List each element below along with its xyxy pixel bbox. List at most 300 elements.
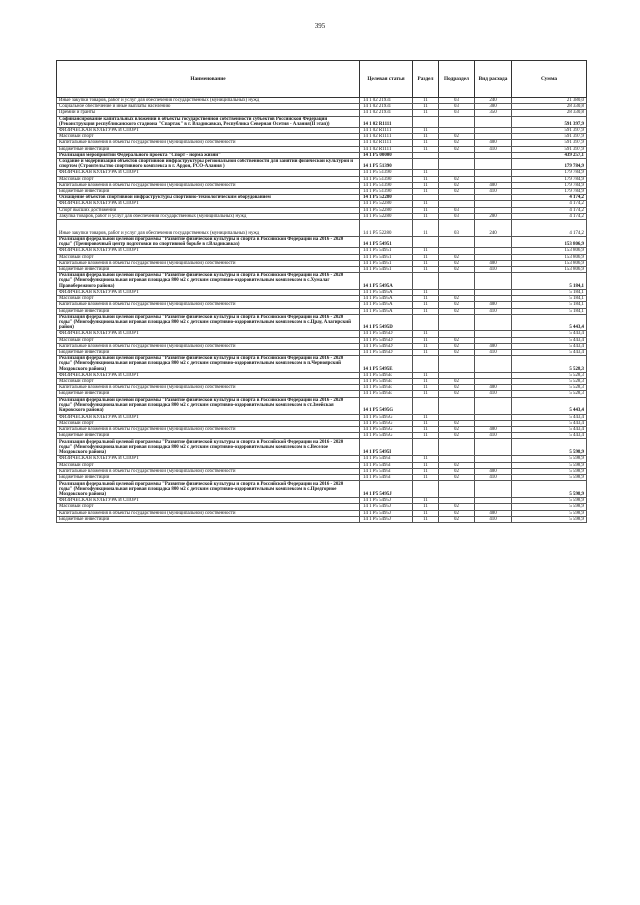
cell-section: 11 <box>413 349 439 355</box>
cell-kind: 410 <box>475 146 512 152</box>
cell-name: Массовый спорт <box>57 134 360 140</box>
cell-sum: 5 598,9 <box>512 516 587 522</box>
cell-kind: 350 <box>475 110 512 116</box>
cell-subsection: 03 <box>439 207 475 213</box>
table-row <box>57 356 587 373</box>
cell-code: 14 1 P5 5495I <box>360 462 413 468</box>
cell-sum: 591 397,9 <box>512 128 587 134</box>
cell-sum: 5 598,9 <box>512 474 587 480</box>
cell-sum: 5 443,4 <box>512 414 587 420</box>
cell-name: Массовый спорт <box>57 176 360 182</box>
cell-kind <box>475 481 512 498</box>
cell-subsection: 02 <box>439 140 475 146</box>
cell-sum: 5 528,3 <box>512 356 587 373</box>
cell-subsection <box>439 356 475 373</box>
cell-name: Реализация федеральной целевой программы "Развитие физической культуры и спорта в Российской Федерации на 2016 - 2020 годы" (Многофункциональная игровая площадка 800 м2 с детским спортивно-оздоровительным комплексом в п.Черноярский Моздокского района) <box>57 356 360 373</box>
cell-sum: 5 598,9 <box>512 504 587 510</box>
cell-section: 11 <box>413 207 439 213</box>
cell-kind: 410 <box>475 474 512 480</box>
cell-kind: 410 <box>475 189 512 195</box>
cell-name: Бюджетные инвестиции <box>57 433 360 439</box>
cell-name: Капитальные вложения в объекты государственной (муниципальной) собственности <box>57 426 360 432</box>
cell-name: Иные закупки товаров, работ и услуг для обеспечения государственных (муниципальных) нужд <box>57 220 360 237</box>
cell-code: 14 1 P5 54951 <box>360 267 413 273</box>
table-row <box>57 220 587 237</box>
cell-subsection <box>439 397 475 414</box>
cell-sum: 591 397,9 <box>512 134 587 140</box>
cell-sum: 5 598,9 <box>512 481 587 498</box>
cell-name: Массовый спорт <box>57 296 360 302</box>
cell-subsection: 02 <box>439 260 475 266</box>
cell-subsection: 02 <box>439 433 475 439</box>
budget-table <box>56 60 587 523</box>
header-section: Раздел <box>413 61 439 98</box>
cell-section: 11 <box>413 391 439 397</box>
cell-section: 11 <box>413 289 439 295</box>
cell-name: Массовый спорт <box>57 420 360 426</box>
cell-subsection: 02 <box>439 516 475 522</box>
cell-name: Бюджетные инвестиции <box>57 391 360 397</box>
cell-section: 11 <box>413 385 439 391</box>
table-row <box>57 237 587 248</box>
cell-kind: 410 <box>475 267 512 273</box>
cell-kind <box>475 116 512 127</box>
cell-sum: 21 380,0 <box>512 98 587 104</box>
cell-sum: 153 806,9 <box>512 248 587 254</box>
cell-subsection <box>439 439 475 456</box>
cell-kind: 400 <box>475 140 512 146</box>
cell-name: Капитальные вложения в объекты государственной (муниципальной) собственности <box>57 302 360 308</box>
cell-section: 11 <box>413 110 439 116</box>
cell-section: 11 <box>413 296 439 302</box>
cell-sum: 5 443,4 <box>512 314 587 331</box>
cell-sum: 5 184,1 <box>512 289 587 295</box>
cell-section <box>413 481 439 498</box>
cell-code: 14 1 P5 5495A <box>360 273 413 290</box>
cell-subsection: 02 <box>439 468 475 474</box>
cell-subsection <box>439 273 475 290</box>
cell-section: 11 <box>413 414 439 420</box>
cell-name: Капитальные вложения в объекты государственной (муниципальной) собственности <box>57 468 360 474</box>
cell-sum: 179 784,9 <box>512 189 587 195</box>
cell-code: 14 1 P5 52280 <box>360 201 413 207</box>
cell-subsection: 03 <box>439 98 475 104</box>
cell-kind: 400 <box>475 182 512 188</box>
cell-section <box>413 314 439 331</box>
cell-kind <box>475 273 512 290</box>
cell-code: 14 1 P5 5495A <box>360 289 413 295</box>
cell-sum: 153 806,9 <box>512 237 587 248</box>
cell-name: Реализация мероприятий Федерального проекта "Спорт - норма жизни" <box>57 152 360 158</box>
cell-code: 14 1 P5 5495G <box>360 414 413 420</box>
cell-name: Капитальные вложения в объекты государственной (муниципальной) собственности <box>57 385 360 391</box>
cell-subsection: 02 <box>439 302 475 308</box>
cell-section: 11 <box>413 308 439 314</box>
cell-section <box>413 273 439 290</box>
cell-kind: 300 <box>475 104 512 110</box>
cell-sum: 5 443,4 <box>512 433 587 439</box>
cell-section <box>413 237 439 248</box>
cell-section: 11 <box>413 134 439 140</box>
cell-code: 14 1 P5 5495J <box>360 516 413 522</box>
cell-sum: 5 528,3 <box>512 385 587 391</box>
cell-code: 14 1 02 R1111 <box>360 116 413 127</box>
cell-name: ФИЗИЧЕСКАЯ КУЛЬТУРА И СПОРТ <box>57 372 360 378</box>
cell-code: 14 1 P5 54951 <box>360 237 413 248</box>
cell-kind: 400 <box>475 468 512 474</box>
cell-name: Социальное обеспечение и иные выплаты населению <box>57 104 360 110</box>
cell-name: Реализация федеральной целевой программы "Развитие физической культуры и спорта в Российской Федерации на 2016 - 2020 годы" (Многофункциональная игровая площадка 800 м2 с детским спортивно-оздоровительным комплексом в с.Предгорное Моздокского района) <box>57 481 360 498</box>
cell-name: ФИЗИЧЕСКАЯ КУЛЬТУРА И СПОРТ <box>57 498 360 504</box>
cell-code: 14 1 02 R1111 <box>360 134 413 140</box>
cell-name: ФИЗИЧЕСКАЯ КУЛЬТУРА И СПОРТ <box>57 331 360 337</box>
cell-kind <box>475 356 512 373</box>
cell-code: 14 1 P5 5495I <box>360 456 413 462</box>
cell-subsection <box>439 237 475 248</box>
cell-code: 14 1 P5 51390 <box>360 170 413 176</box>
cell-code: 14 1 P5 52280 <box>360 220 413 237</box>
cell-sum: 5 184,1 <box>512 273 587 290</box>
cell-subsection: 02 <box>439 462 475 468</box>
table-row <box>57 273 587 290</box>
cell-kind: 410 <box>475 391 512 397</box>
cell-section: 11 <box>413 170 439 176</box>
cell-sum: 4 174,2 <box>512 201 587 207</box>
cell-name: Закупка товаров, работ и услуг для обеспечения государственных (муниципальных) нужд <box>57 213 360 219</box>
cell-sum: 5 443,4 <box>512 426 587 432</box>
cell-section: 11 <box>413 267 439 273</box>
cell-code: 14 1 P5 5495J <box>360 510 413 516</box>
cell-code: 14 1 P5 51390 <box>360 176 413 182</box>
cell-section: 11 <box>413 343 439 349</box>
cell-sum: 5 443,4 <box>512 397 587 414</box>
cell-name: Реализация федеральной целевой программы "Развитие физической культуры и спорта в Российской Федерации на 2016 - 2020 годы" (Многофункциональная игровая площадка 800 м2 с детским спортивно-оздоровительным комплексом в ст.Змейская Кировского района) <box>57 397 360 414</box>
cell-subsection: 02 <box>439 146 475 152</box>
cell-code: 14 1 P5 51390 <box>360 189 413 195</box>
cell-sum: 5 443,4 <box>512 331 587 337</box>
cell-name: Реализация федеральной целевой программы "Развитие физической культуры и спорта в Российской Федерации на 2016 - 2020 годы" (Многофункциональная игровая площадка 800 м2 с детским спортивно-оздоровительным комплексом в с.Хумалаг Правобережного района) <box>57 273 360 290</box>
cell-code: 14 1 P5 51390 <box>360 159 413 170</box>
cell-code: 14 1 P5 00000 <box>360 152 413 158</box>
cell-sum: 5 598,9 <box>512 462 587 468</box>
cell-section: 11 <box>413 140 439 146</box>
cell-section: 11 <box>413 220 439 237</box>
cell-section: 11 <box>413 462 439 468</box>
cell-code: 14 1 P5 5495E <box>360 356 413 373</box>
cell-name: ФИЗИЧЕСКАЯ КУЛЬТУРА И СПОРТ <box>57 289 360 295</box>
cell-sum: 4 174,2 <box>512 207 587 213</box>
cell-name: Оснащение объектов спортивной инфраструктуры спортивно-технологическим оборудованием <box>57 195 360 201</box>
cell-subsection: 03 <box>439 220 475 237</box>
cell-sum: 5 598,9 <box>512 456 587 462</box>
cell-code: 14 1 P5 5495D <box>360 331 413 337</box>
cell-subsection: 02 <box>439 308 475 314</box>
cell-section: 11 <box>413 474 439 480</box>
cell-code: 14 1 P5 5495A <box>360 302 413 308</box>
cell-code: 14 1 02 R1111 <box>360 140 413 146</box>
cell-code: 14 1 P5 54951 <box>360 248 413 254</box>
cell-section <box>413 356 439 373</box>
cell-section: 11 <box>413 468 439 474</box>
cell-name: Бюджетные инвестиции <box>57 146 360 152</box>
cell-code: 14 1 02 21931 <box>360 104 413 110</box>
cell-sum: 591 397,9 <box>512 146 587 152</box>
cell-name: Массовый спорт <box>57 462 360 468</box>
cell-subsection <box>439 159 475 170</box>
cell-subsection: 02 <box>439 510 475 516</box>
cell-code: 14 1 P5 54951 <box>360 260 413 266</box>
cell-code: 14 1 P5 5495E <box>360 372 413 378</box>
cell-code: 14 1 P5 5495G <box>360 433 413 439</box>
cell-sum: 5 528,3 <box>512 378 587 384</box>
cell-kind: 400 <box>475 260 512 266</box>
cell-sum: 5 598,9 <box>512 510 587 516</box>
cell-section: 11 <box>413 504 439 510</box>
cell-subsection: 02 <box>439 391 475 397</box>
cell-name: Бюджетные инвестиции <box>57 349 360 355</box>
table-row <box>57 481 587 498</box>
cell-sum: 153 806,9 <box>512 267 587 273</box>
cell-code: 14 1 P5 52280 <box>360 207 413 213</box>
cell-sum: 5 443,4 <box>512 349 587 355</box>
table-row <box>57 439 587 456</box>
cell-section: 11 <box>413 104 439 110</box>
header-subsection: Подраздел <box>439 61 475 98</box>
cell-kind: 400 <box>475 426 512 432</box>
cell-kind: 410 <box>475 308 512 314</box>
cell-subsection: 02 <box>439 296 475 302</box>
cell-subsection: 02 <box>439 378 475 384</box>
cell-code: 14 1 P5 5495J <box>360 504 413 510</box>
cell-section: 11 <box>413 420 439 426</box>
header-kind: Вид расхода <box>475 61 512 98</box>
cell-code: 14 1 02 21931 <box>360 98 413 104</box>
cell-section: 11 <box>413 331 439 337</box>
cell-sum: 5 443,4 <box>512 337 587 343</box>
cell-name: Бюджетные инвестиции <box>57 308 360 314</box>
cell-name: Реализация федеральной целевой программы "Развитие физической культуры и спорта в Российской Федерации на 2016 - 2020 годы" (Многофункциональная игровая площадка 800 м2 с детским спортивно-оздоровительным комплексом в с.Црау, Алагирский район) <box>57 314 360 331</box>
cell-kind: 410 <box>475 433 512 439</box>
cell-section: 11 <box>413 254 439 260</box>
cell-name: ФИЗИЧЕСКАЯ КУЛЬТУРА И СПОРТ <box>57 128 360 134</box>
cell-section: 11 <box>413 337 439 343</box>
cell-name: ФИЗИЧЕСКАЯ КУЛЬТУРА И СПОРТ <box>57 456 360 462</box>
cell-kind: 200 <box>475 213 512 219</box>
cell-name: Иные закупки товаров, работ и услуг для обеспечения государственных (муниципальных) нужд <box>57 98 360 104</box>
cell-subsection: 02 <box>439 474 475 480</box>
cell-section <box>413 116 439 127</box>
cell-subsection: 03 <box>439 104 475 110</box>
cell-section: 11 <box>413 498 439 504</box>
cell-section: 11 <box>413 128 439 134</box>
cell-subsection: 02 <box>439 176 475 182</box>
header-code: Целевая статья <box>360 61 413 98</box>
cell-code: 14 1 P5 5495I <box>360 439 413 456</box>
cell-code: 14 1 02 21931 <box>360 110 413 116</box>
cell-name: Создание и модернизация объектов спортивной инфраструктуры региональной собственности для занятий физической культурой и спортом (Строительство спортивного комплекса в г. Ардон, РСО-Алания ) <box>57 159 360 170</box>
cell-section <box>413 397 439 414</box>
cell-section: 11 <box>413 189 439 195</box>
cell-kind: 240 <box>475 98 512 104</box>
table-header-row <box>57 61 587 98</box>
cell-subsection: 02 <box>439 385 475 391</box>
cell-name: ФИЗИЧЕСКАЯ КУЛЬТУРА И СПОРТ <box>57 248 360 254</box>
cell-kind: 240 <box>475 220 512 237</box>
cell-subsection <box>439 314 475 331</box>
cell-kind <box>475 314 512 331</box>
cell-sum: 5 528,3 <box>512 391 587 397</box>
cell-name: Бюджетные инвестиции <box>57 189 360 195</box>
cell-sum: 5 528,3 <box>512 372 587 378</box>
table-body <box>57 98 587 523</box>
cell-code: 14 1 P5 5495E <box>360 391 413 397</box>
cell-sum: 5 598,9 <box>512 468 587 474</box>
cell-kind: 400 <box>475 343 512 349</box>
cell-kind: 410 <box>475 349 512 355</box>
cell-code: 14 1 P5 5495G <box>360 420 413 426</box>
cell-code: 14 1 P5 51390 <box>360 182 413 188</box>
cell-section: 11 <box>413 182 439 188</box>
cell-section <box>413 439 439 456</box>
cell-name: Премии и гранты <box>57 110 360 116</box>
cell-name: Бюджетные инвестиции <box>57 267 360 273</box>
cell-kind: 410 <box>475 516 512 522</box>
cell-section <box>413 159 439 170</box>
cell-code: 14 1 P5 5495E <box>360 385 413 391</box>
cell-sum: 179 784,9 <box>512 176 587 182</box>
cell-code: 14 1 P5 5495I <box>360 474 413 480</box>
cell-code: 14 1 P5 5495G <box>360 426 413 432</box>
table-row <box>57 116 587 127</box>
cell-name: Капитальные вложения в объекты государственной (муниципальной) собственности <box>57 510 360 516</box>
cell-sum: 179 784,9 <box>512 182 587 188</box>
cell-code: 14 1 P5 52280 <box>360 195 413 201</box>
cell-section: 11 <box>413 433 439 439</box>
cell-name: Реализация федеральной целевой программы "Развитие физической культуры и спорта в Российской Федерации на 2016 - 2020 годы" (Тренировочный центр подготовки по спортивной борьбе в г.Владикавказ) <box>57 237 360 248</box>
cell-code: 14 1 P5 5495A <box>360 308 413 314</box>
cell-section: 11 <box>413 372 439 378</box>
cell-sum: 153 806,9 <box>512 254 587 260</box>
cell-sum: 5 443,4 <box>512 420 587 426</box>
cell-name: Софинансирование капитальных вложений в объекты государственной собственности субъектов Российской Федерации (Реконструкция республиканского стадиона "Спартак" в г. Владикавказ, Республика Северная Осетия - Алания(II этап)) <box>57 116 360 127</box>
cell-sum: 5 184,1 <box>512 308 587 314</box>
cell-sum: 5 598,9 <box>512 439 587 456</box>
header-sum: Сумма <box>512 61 587 98</box>
cell-sum: 5 184,1 <box>512 296 587 302</box>
cell-subsection: 02 <box>439 420 475 426</box>
cell-name: ФИЗИЧЕСКАЯ КУЛЬТУРА И СПОРТ <box>57 414 360 420</box>
page-number: 395 <box>314 22 326 30</box>
cell-kind: 400 <box>475 302 512 308</box>
cell-sum: 439 257,1 <box>512 152 587 158</box>
cell-name: Массовый спорт <box>57 504 360 510</box>
cell-kind <box>475 439 512 456</box>
cell-code: 14 1 P5 5495I <box>360 468 413 474</box>
header-name: Наименование <box>57 61 360 98</box>
cell-code: 14 1 P5 5495D <box>360 349 413 355</box>
table-row <box>57 159 587 170</box>
cell-code: 14 1 P5 5495J <box>360 498 413 504</box>
cell-sum: 4 174,2 <box>512 220 587 237</box>
cell-subsection: 02 <box>439 343 475 349</box>
table-row <box>57 516 587 522</box>
cell-section: 11 <box>413 260 439 266</box>
cell-subsection: 02 <box>439 426 475 432</box>
cell-name: Реализация федеральной целевой программы "Развитие физической культуры и спорта в Российской Федерации на 2016 - 2020 годы" (Многофункциональная игровая площадка 800 м2 с детским спортивно-оздоровительным комплексом в с.Веселое Моздокского района) <box>57 439 360 456</box>
cell-sum: 4 174,2 <box>512 195 587 201</box>
cell-subsection: 02 <box>439 349 475 355</box>
cell-subsection: 02 <box>439 254 475 260</box>
cell-sum: 179 784,9 <box>512 159 587 170</box>
cell-sum: 28 330,8 <box>512 110 587 116</box>
cell-code: 14 1 02 R1111 <box>360 146 413 152</box>
cell-code: 14 1 P5 54951 <box>360 254 413 260</box>
cell-subsection: 03 <box>439 213 475 219</box>
cell-sum: 153 806,9 <box>512 260 587 266</box>
cell-name: Бюджетные инвестиции <box>57 474 360 480</box>
cell-sum: 179 784,9 <box>512 170 587 176</box>
cell-section: 11 <box>413 176 439 182</box>
cell-name: Массовый спорт <box>57 378 360 384</box>
cell-sum: 28 330,8 <box>512 104 587 110</box>
cell-name: Спорт высших достижений <box>57 207 360 213</box>
cell-subsection <box>439 481 475 498</box>
cell-code: 14 1 P5 5495D <box>360 343 413 349</box>
cell-name: Капитальные вложения в объекты государственной (муниципальной) собственности <box>57 140 360 146</box>
cell-sum: 5 184,1 <box>512 302 587 308</box>
cell-name: Бюджетные инвестиции <box>57 516 360 522</box>
cell-code: 14 1 P5 52280 <box>360 213 413 219</box>
table-row <box>57 397 587 414</box>
cell-section: 11 <box>413 201 439 207</box>
cell-section: 11 <box>413 146 439 152</box>
cell-code: 14 1 P5 5495E <box>360 378 413 384</box>
cell-kind <box>475 159 512 170</box>
cell-code: 14 1 P5 5495A <box>360 296 413 302</box>
cell-name: Капитальные вложения в объекты государственной (муниципальной) собственности <box>57 260 360 266</box>
cell-sum: 591 397,9 <box>512 116 587 127</box>
cell-subsection: 02 <box>439 189 475 195</box>
cell-name: Капитальные вложения в объекты государственной (муниципальной) собственности <box>57 182 360 188</box>
cell-sum: 591 397,9 <box>512 140 587 146</box>
cell-subsection: 02 <box>439 504 475 510</box>
cell-sum: 5 443,4 <box>512 343 587 349</box>
cell-code: 14 1 02 R1111 <box>360 128 413 134</box>
cell-code: 14 1 P5 5495D <box>360 314 413 331</box>
table-row <box>57 314 587 331</box>
cell-kind <box>475 237 512 248</box>
cell-section: 11 <box>413 248 439 254</box>
cell-name: ФИЗИЧЕСКАЯ КУЛЬТУРА И СПОРТ <box>57 201 360 207</box>
cell-name: Массовый спорт <box>57 337 360 343</box>
cell-subsection: 02 <box>439 182 475 188</box>
cell-section: 11 <box>413 510 439 516</box>
cell-subsection: 03 <box>439 110 475 116</box>
cell-section: 11 <box>413 378 439 384</box>
cell-kind: 400 <box>475 510 512 516</box>
cell-subsection: 02 <box>439 134 475 140</box>
cell-subsection <box>439 116 475 127</box>
cell-section: 11 <box>413 213 439 219</box>
cell-kind: 400 <box>475 385 512 391</box>
cell-code: 14 1 P5 5495D <box>360 337 413 343</box>
cell-subsection: 02 <box>439 267 475 273</box>
cell-section: 11 <box>413 302 439 308</box>
cell-name: ФИЗИЧЕСКАЯ КУЛЬТУРА И СПОРТ <box>57 170 360 176</box>
cell-code: 14 1 P5 5495J <box>360 481 413 498</box>
cell-kind <box>475 397 512 414</box>
cell-section: 11 <box>413 426 439 432</box>
